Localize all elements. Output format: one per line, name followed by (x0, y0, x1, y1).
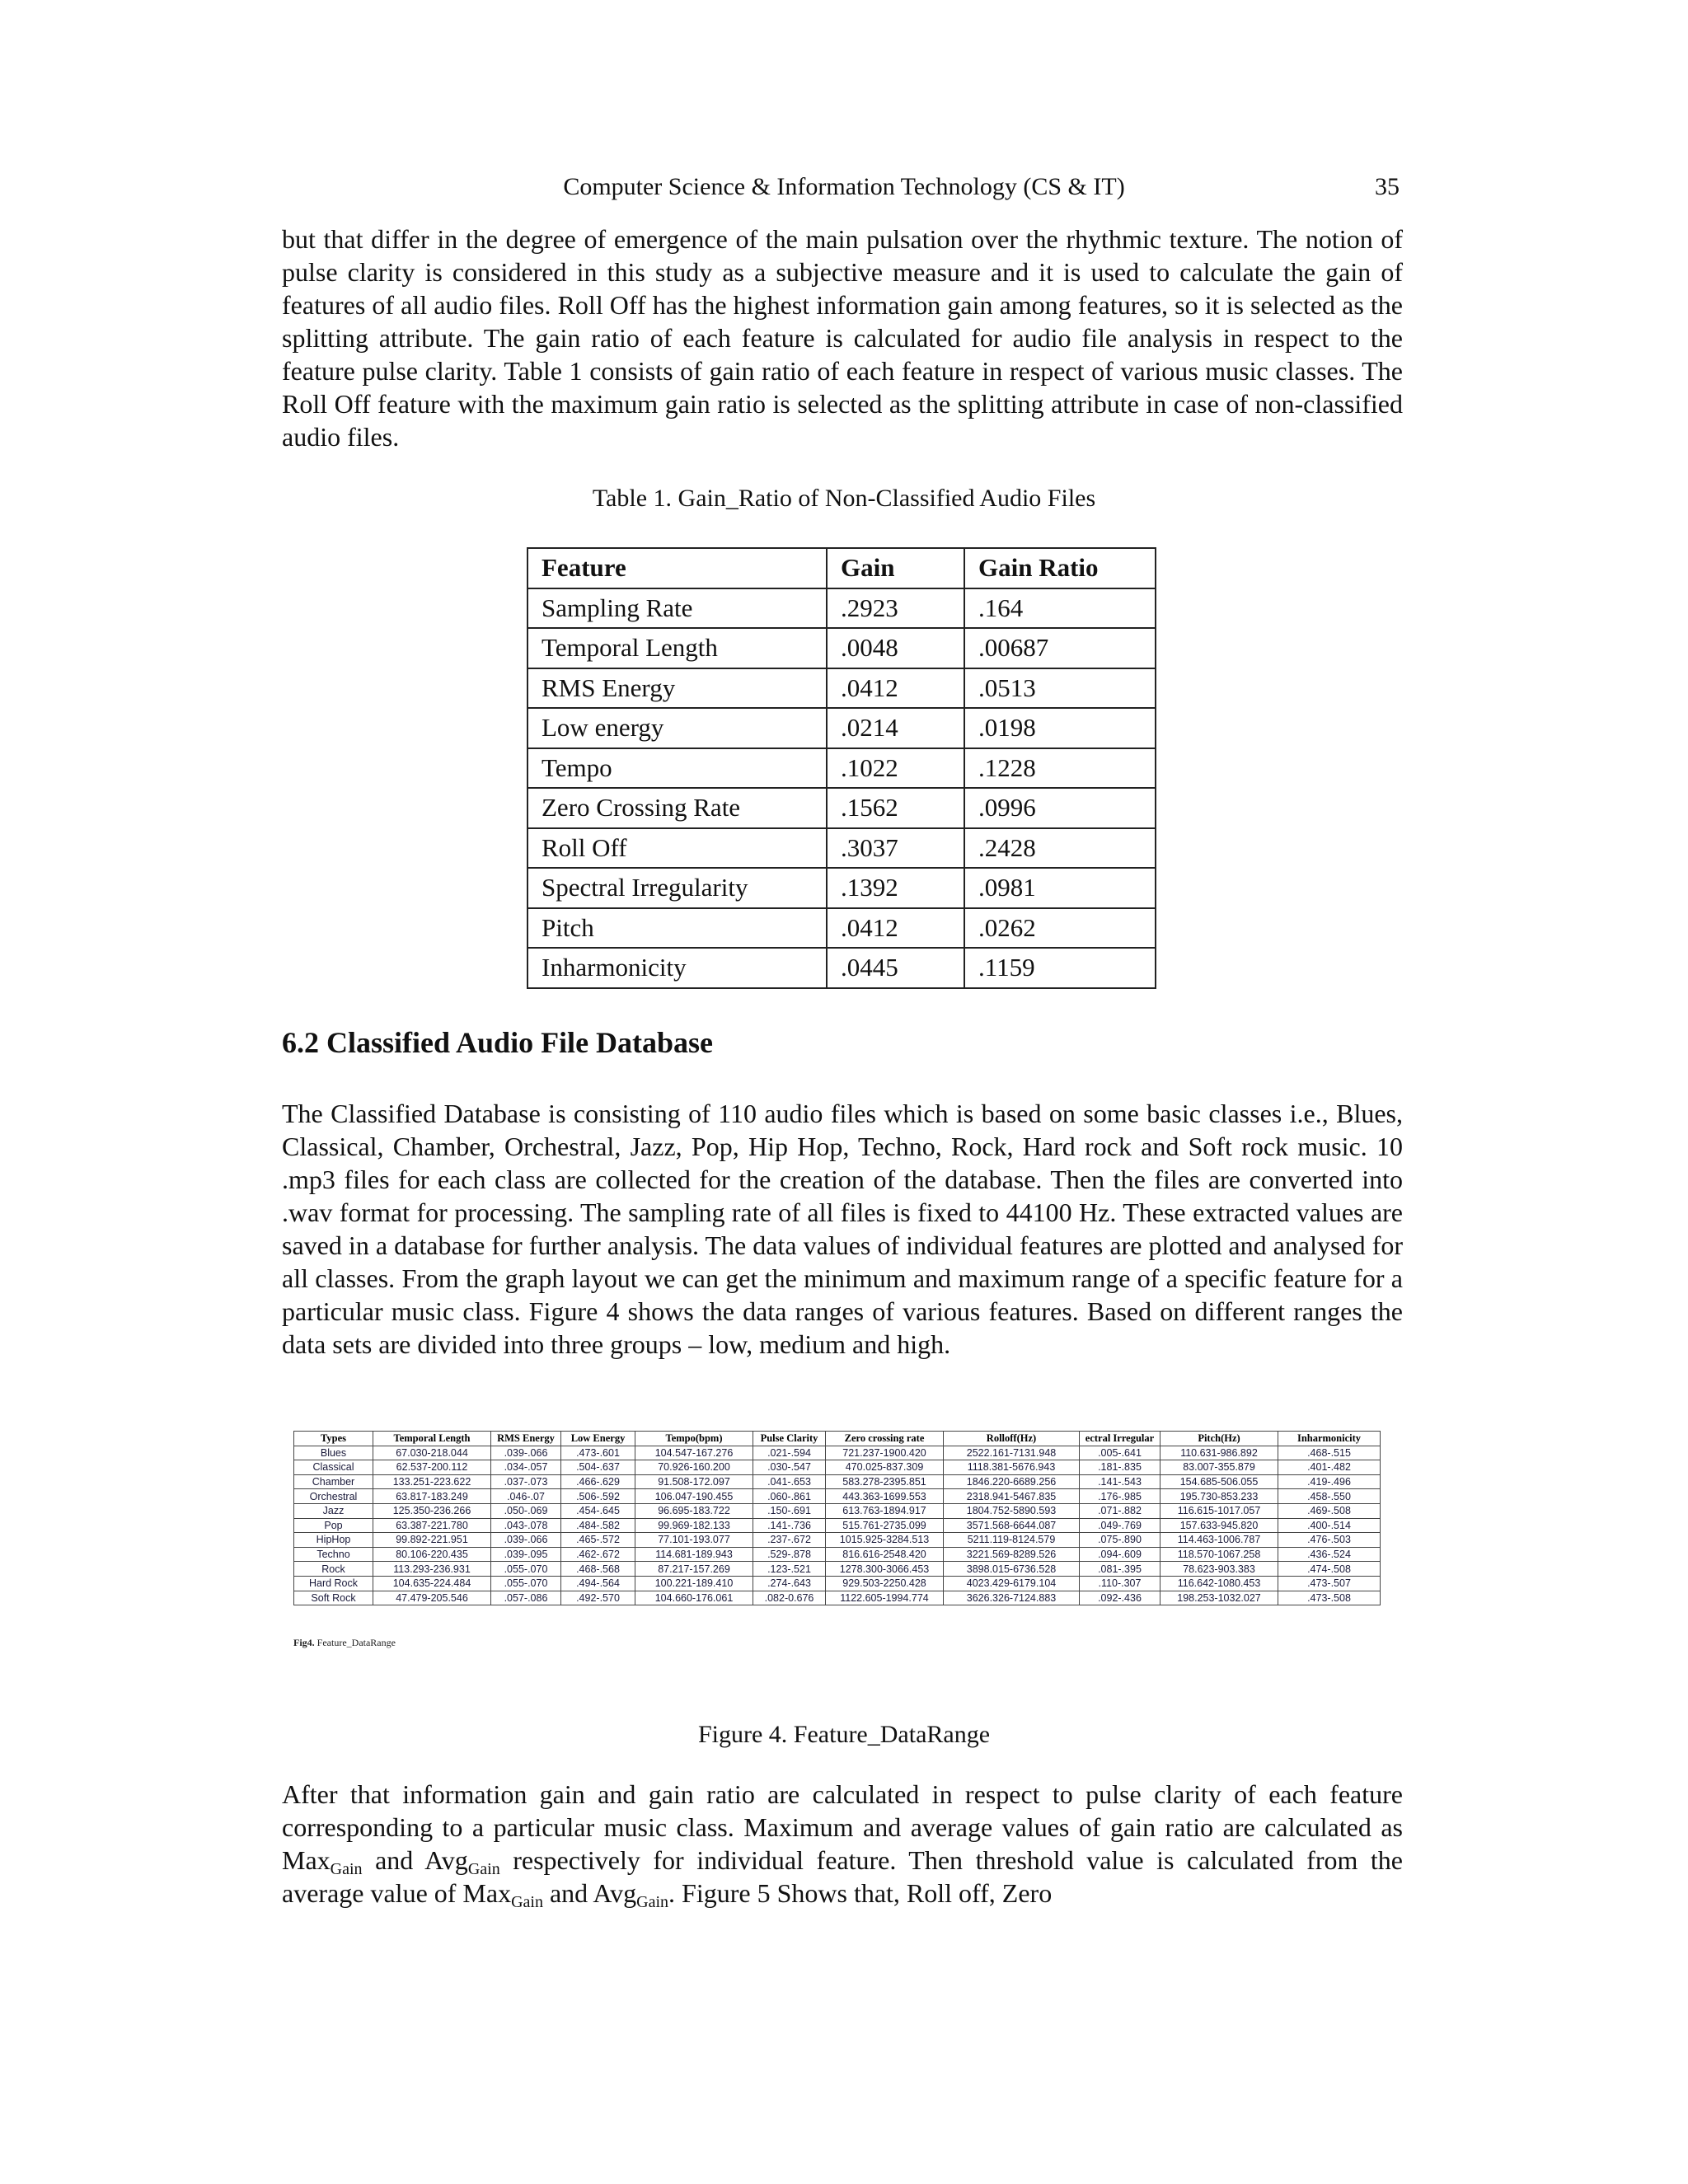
range-cell: 3898.015-6736.528 (944, 1562, 1080, 1577)
range-cell: .465-.572 (561, 1533, 635, 1548)
range-column-header: Types (294, 1432, 373, 1446)
table-cell: .1228 (964, 748, 1156, 789)
table-cell: .0981 (964, 868, 1156, 908)
table-cell: .1159 (964, 948, 1156, 988)
range-cell: 721.237-1900.420 (826, 1446, 944, 1460)
table-cell: Spectral Irregularity (528, 868, 827, 908)
figure-inner-label (293, 1637, 396, 1649)
range-cell: .468-.568 (561, 1562, 635, 1577)
range-row (294, 1460, 1381, 1475)
range-cell: .454-.645 (561, 1503, 635, 1518)
range-cell: .049-.769 (1080, 1518, 1160, 1533)
range-cell: .401-.482 (1278, 1460, 1381, 1475)
range-cell: 929.503-2250.428 (826, 1576, 944, 1591)
table-cell: .1562 (827, 788, 964, 828)
table-row (528, 748, 1156, 789)
range-cell: .046-.07 (491, 1489, 561, 1504)
range-cell: 77.101-193.077 (635, 1533, 753, 1548)
range-cell: .075-.890 (1080, 1533, 1160, 1548)
running-title: Computer Science & Information Technology (CS & IT) (563, 173, 1125, 200)
range-cell: .473-.601 (561, 1446, 635, 1460)
figure-inner-label-text: Feature_DataRange (316, 1637, 396, 1648)
table-row (528, 788, 1156, 828)
range-cell: .050-.069 (491, 1503, 561, 1518)
range-cell: 1804.752-5890.593 (944, 1503, 1080, 1518)
range-cell: 99.969-182.133 (635, 1518, 753, 1533)
range-cell: 2318.941-5467.835 (944, 1489, 1080, 1504)
range-cell: .094-.609 (1080, 1547, 1160, 1562)
range-cell: 70.926-160.200 (635, 1460, 753, 1475)
range-row (294, 1503, 1381, 1518)
range-cell: .274-.643 (753, 1576, 826, 1591)
range-column-header: Pulse Clarity (753, 1432, 826, 1446)
paragraph-1: but that differ in the degree of emergence of the main pulsation over the rhythmic texture. The notion of pulse clarity is considered in this study as a subjective measure and it is used to calculate the gain of features of all audio files. Roll Off has the highest information gain among features, so it is selected as the splitting attribute. The gain ratio of each feature is calculated for audio file analysis in respect to the feature pulse clarity. Table 1 consists of gain ratio of each feature in respect of various music classes. The Roll Off feature with the maximum gain ratio is selected as the splitting attribute in case of non-classified audio files. (282, 224, 1403, 452)
range-row (294, 1576, 1381, 1591)
range-cell: .039-.066 (491, 1446, 561, 1460)
range-column-header: Low Energy (561, 1432, 635, 1446)
range-cell: 3626.326-7124.883 (944, 1591, 1080, 1605)
range-cell: .474-.508 (1278, 1562, 1381, 1577)
range-cell: .030-.547 (753, 1460, 826, 1475)
range-cell: 114.463-1006.787 (1160, 1533, 1278, 1548)
range-cell: .468-.515 (1278, 1446, 1381, 1460)
table-cell: Temporal Length (528, 628, 827, 668)
range-cell: 1122.605-1994.774 (826, 1591, 944, 1605)
range-cell: 100.221-189.410 (635, 1576, 753, 1591)
range-cell: .060-.861 (753, 1489, 826, 1504)
range-cell: Orchestral (294, 1489, 373, 1504)
range-cell: 116.642-1080.453 (1160, 1576, 1278, 1591)
range-cell: 583.278-2395.851 (826, 1474, 944, 1489)
range-cell: .005-.641 (1080, 1446, 1160, 1460)
range-cell: .034-.057 (491, 1460, 561, 1475)
range-row (294, 1562, 1381, 1577)
table-cell: Pitch (528, 908, 827, 949)
table-cell: RMS Energy (528, 668, 827, 709)
gain-ratio-table-body (528, 588, 1156, 988)
range-cell: 470.025-837.309 (826, 1460, 944, 1475)
range-table-body (294, 1446, 1381, 1605)
range-cell: .055-.070 (491, 1576, 561, 1591)
range-cell: 125.350-236.266 (373, 1503, 491, 1518)
range-cell: .043-.078 (491, 1518, 561, 1533)
column-header: Gain Ratio (964, 548, 1156, 588)
table-cell: .1392 (827, 868, 964, 908)
range-cell: .504-.637 (561, 1460, 635, 1475)
range-cell: 67.030-218.044 (373, 1446, 491, 1460)
range-cell: .150-.691 (753, 1503, 826, 1518)
range-cell: .473-.508 (1278, 1591, 1381, 1605)
table-header-row (528, 548, 1156, 588)
range-cell: .141-.543 (1080, 1474, 1160, 1489)
range-cell: Blues (294, 1446, 373, 1460)
range-cell: .141-.736 (753, 1518, 826, 1533)
range-cell: 816.616-2548.420 (826, 1547, 944, 1562)
range-cell: Techno (294, 1547, 373, 1562)
subscript: Gain (636, 1893, 669, 1911)
range-cell: .494-.564 (561, 1576, 635, 1591)
range-column-header: RMS Energy (491, 1432, 561, 1446)
range-column-header: Zero crossing rate (826, 1432, 944, 1446)
range-cell: Hard Rock (294, 1576, 373, 1591)
range-cell: 91.508-172.097 (635, 1474, 753, 1489)
table-cell: .0262 (964, 908, 1156, 949)
range-row (294, 1489, 1381, 1504)
range-cell: 47.479-205.546 (373, 1591, 491, 1605)
range-row (294, 1533, 1381, 1548)
range-cell: 83.007-355.879 (1160, 1460, 1278, 1475)
range-cell: HipHop (294, 1533, 373, 1548)
range-cell: 515.761-2735.099 (826, 1518, 944, 1533)
range-cell: .041-.653 (753, 1474, 826, 1489)
range-cell: .081-.395 (1080, 1562, 1160, 1577)
range-cell: 110.631-986.892 (1160, 1446, 1278, 1460)
range-cell: 62.537-200.112 (373, 1460, 491, 1475)
range-cell: Classical (294, 1460, 373, 1475)
table-row (528, 948, 1156, 988)
table-row (528, 668, 1156, 709)
range-cell: Chamber (294, 1474, 373, 1489)
range-cell: 114.681-189.943 (635, 1547, 753, 1562)
range-row (294, 1547, 1381, 1562)
range-row (294, 1446, 1381, 1460)
column-header: Gain (827, 548, 964, 588)
range-cell: 99.892-221.951 (373, 1533, 491, 1548)
table-cell: .164 (964, 588, 1156, 629)
range-cell: .506-.592 (561, 1489, 635, 1504)
range-cell: 613.763-1894.917 (826, 1503, 944, 1518)
table-cell: .2923 (827, 588, 964, 629)
gain-ratio-table (527, 547, 1156, 989)
table-cell: Zero Crossing Rate (528, 788, 827, 828)
range-cell: 106.047-190.455 (635, 1489, 753, 1504)
range-cell: .473-.507 (1278, 1576, 1381, 1591)
range-cell: .092-.436 (1080, 1591, 1160, 1605)
range-cell: .400-.514 (1278, 1518, 1381, 1533)
table-row (528, 868, 1156, 908)
range-column-header: ectral Irregular (1080, 1432, 1160, 1446)
table-row (528, 828, 1156, 869)
figure-4-image (293, 1431, 1380, 1678)
paragraph-3-text: respectively for individual feature. Then threshold value is calculated from the average value of Max (282, 1845, 1404, 1908)
table-cell: Roll Off (528, 828, 827, 869)
range-cell: 133.251-223.622 (373, 1474, 491, 1489)
range-cell: 113.293-236.931 (373, 1562, 491, 1577)
range-cell: 63.817-183.249 (373, 1489, 491, 1504)
range-cell: .458-.550 (1278, 1489, 1381, 1504)
figure-inner-label-prefix: Fig4. (293, 1637, 315, 1648)
range-cell: .021-.594 (753, 1446, 826, 1460)
feature-data-range-table (293, 1431, 1381, 1605)
paragraph-3-text: and Avg (542, 1878, 637, 1908)
range-column-header: Tempo(bpm) (635, 1432, 753, 1446)
table-cell: Tempo (528, 748, 827, 789)
paragraph-3-text: After that information gain and gain ratio are calculated in respect to pulse clarity of each feature corresponding to a particular music class. Maximum and average values of gain ratio are calculated as Max (282, 1779, 1403, 1875)
range-column-header: Rolloff(Hz) (944, 1432, 1080, 1446)
range-cell: 87.217-157.269 (635, 1562, 753, 1577)
range-cell: 3571.568-6644.087 (944, 1518, 1080, 1533)
range-cell: .082-0.676 (753, 1591, 826, 1605)
range-cell: 1015.925-3284.513 (826, 1533, 944, 1548)
range-cell: .071-.882 (1080, 1503, 1160, 1518)
range-cell: 154.685-506.055 (1160, 1474, 1278, 1489)
table-row (528, 628, 1156, 668)
range-cell: 1846.220-6689.256 (944, 1474, 1080, 1489)
table-cell: .0214 (827, 708, 964, 748)
range-row (294, 1591, 1381, 1605)
range-cell: 78.623-903.383 (1160, 1562, 1278, 1577)
range-column-header: Inharmonicity (1278, 1432, 1381, 1446)
range-column-header: Temporal Length (373, 1432, 491, 1446)
subscript: Gain (467, 1860, 500, 1878)
range-cell: .055-.070 (491, 1562, 561, 1577)
range-cell: .176-.985 (1080, 1489, 1160, 1504)
range-cell: 4023.429-6179.104 (944, 1576, 1080, 1591)
range-cell: 5211.119-8124.579 (944, 1533, 1080, 1548)
range-cell: .469-.508 (1278, 1503, 1381, 1518)
table-cell: .0513 (964, 668, 1156, 709)
range-cell: .492-.570 (561, 1591, 635, 1605)
range-column-header: Pitch(Hz) (1160, 1432, 1278, 1446)
range-cell: 104.635-224.484 (373, 1576, 491, 1591)
range-cell: .237-.672 (753, 1533, 826, 1548)
paragraph-3-text: . Figure 5 Shows that, Roll off, Zero (668, 1878, 1053, 1908)
table-1-caption: Table 1. Gain_Ratio of Non-Classified Audio Files (592, 485, 1096, 512)
range-cell: .436-.524 (1278, 1547, 1381, 1562)
range-cell: 443.363-1699.553 (826, 1489, 944, 1504)
range-cell: .037-.073 (491, 1474, 561, 1489)
table-cell: .0198 (964, 708, 1156, 748)
figure-4-caption: Figure 4. Feature_DataRange (697, 1721, 991, 1748)
table-cell: .0412 (827, 668, 964, 709)
subscript: Gain (330, 1860, 363, 1878)
range-cell: 195.730-853.233 (1160, 1489, 1278, 1504)
table-cell: Inharmonicity (528, 948, 827, 988)
table-cell: .1022 (827, 748, 964, 789)
range-cell: 116.615-1017.057 (1160, 1503, 1278, 1518)
range-cell: 104.547-167.276 (635, 1446, 753, 1460)
table-cell: Low energy (528, 708, 827, 748)
table-cell: .0412 (827, 908, 964, 949)
range-cell: Jazz (294, 1503, 373, 1518)
range-row (294, 1518, 1381, 1533)
range-cell: .181-.835 (1080, 1460, 1160, 1475)
paragraph-2: The Classified Database is consisting of 110 audio files which is based on some basic classes i.e., Blues, Classical, Chamber, Orchestral, Jazz, Pop, Hip Hop, Techno, Rock, Hard rock and Soft rock music. 10 .mp3 files for each class are collected for the creation of the database. Then the files are converted into .wav format for processing. The sampling rate of all files is fixed to 44100 Hz. These extracted values are saved in a database for further analysis. The data values of individual features are plotted and analysed for all classes. From the graph layout we can get the minimum and maximum range of a specific feature for a particular music class. Figure 4 shows the data ranges of various features. Based on different ranges the data sets are divided into three groups – low, medium and high. (282, 1099, 1403, 1359)
range-cell: 118.570-1067.258 (1160, 1547, 1278, 1562)
range-cell: .039-.095 (491, 1547, 561, 1562)
page-header (0, 173, 1688, 209)
table-cell: .0996 (964, 788, 1156, 828)
range-cell: 2522.161-7131.948 (944, 1446, 1080, 1460)
page-number: 35 (1375, 173, 1400, 200)
range-cell: .462-.672 (561, 1547, 635, 1562)
range-row (294, 1474, 1381, 1489)
table-row (528, 708, 1156, 748)
table-cell: .0048 (827, 628, 964, 668)
range-cell: .484-.582 (561, 1518, 635, 1533)
table-cell: .00687 (964, 628, 1156, 668)
range-cell: .466-.629 (561, 1474, 635, 1489)
table-cell: .3037 (827, 828, 964, 869)
column-header: Feature (528, 548, 827, 588)
paragraph-3-text: and Avg (362, 1845, 468, 1875)
range-cell: Rock (294, 1562, 373, 1577)
range-cell: .123-.521 (753, 1562, 826, 1577)
range-cell: 96.695-183.722 (635, 1503, 753, 1518)
range-cell: 157.633-945.820 (1160, 1518, 1278, 1533)
range-cell: Soft Rock (294, 1591, 373, 1605)
range-cell: .529-.878 (753, 1547, 826, 1562)
range-cell: 80.106-220.435 (373, 1547, 491, 1562)
range-cell: .419-.496 (1278, 1474, 1381, 1489)
range-cell: 1278.300-3066.453 (826, 1562, 944, 1577)
table-row (528, 908, 1156, 949)
table-row (528, 588, 1156, 629)
range-cell: 63.387-221.780 (373, 1518, 491, 1533)
table-cell: Sampling Rate (528, 588, 827, 629)
table-cell: .0445 (827, 948, 964, 988)
subscript: Gain (511, 1893, 543, 1911)
range-cell: .476-.503 (1278, 1533, 1381, 1548)
range-cell: .039-.066 (491, 1533, 561, 1548)
table-cell: .2428 (964, 828, 1156, 869)
range-header-row (294, 1432, 1381, 1446)
range-cell: 1118.381-5676.943 (944, 1460, 1080, 1475)
range-cell: 104.660-176.061 (635, 1591, 753, 1605)
section-heading: 6.2 Classified Audio File Database (282, 1026, 714, 1059)
range-cell: 3221.569-8289.526 (944, 1547, 1080, 1562)
paragraph-3 (282, 1778, 1403, 1910)
range-cell: .057-.086 (491, 1591, 561, 1605)
range-cell: .110-.307 (1080, 1576, 1160, 1591)
range-cell: 198.253-1032.027 (1160, 1591, 1278, 1605)
range-cell: Pop (294, 1518, 373, 1533)
